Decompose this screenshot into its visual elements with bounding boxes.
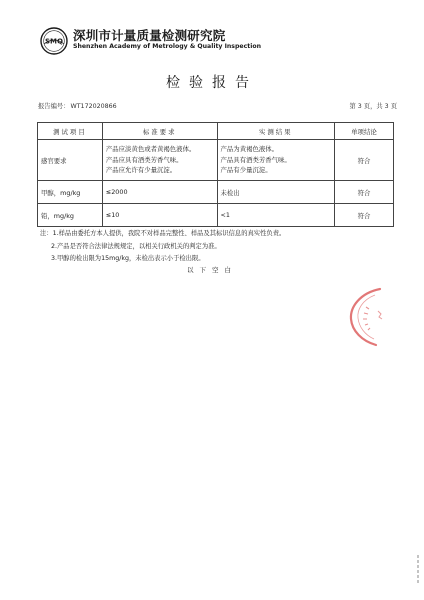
- table-row: [38, 204, 394, 227]
- cell-line: 产品为黄褐色液体。: [220, 145, 279, 154]
- logo-text: SMQ: [45, 37, 63, 46]
- cell-result: <1: [217, 204, 334, 227]
- page-number: 第 3 页，共 3 页: [349, 103, 397, 110]
- cell-line: 产品应允许有少量沉淀。: [105, 166, 177, 175]
- cell-line: 产品具有酒类芳香气味。: [220, 155, 291, 164]
- cell-conclusion: 符合: [334, 204, 393, 227]
- report-number-label: 报告编号：: [38, 103, 70, 110]
- org-name-en: Shenzhen Academy of Metrology & Quality Inspection: [73, 43, 262, 50]
- cell-conclusion: 符合: [334, 140, 393, 181]
- org-name-cn: 深圳市计量质量检测研究院: [73, 28, 226, 43]
- cell-line: 产品应具有酒类芳香气味。: [105, 155, 183, 164]
- cell-result: [217, 140, 334, 181]
- cell-item: 甲醇，mg/kg: [38, 181, 103, 204]
- results-table: [37, 122, 394, 227]
- cell-standard: [102, 140, 217, 181]
- report-title: 检验报告: [166, 75, 258, 91]
- header-result: 实测结果: [217, 123, 334, 140]
- note-line: 2.产品是否符合法律法规规定，以相关行政机关的判定为准。: [51, 242, 221, 250]
- report-number: [38, 101, 117, 110]
- header-test-item: 测试项目: [38, 123, 103, 140]
- page-edge-mark: [416, 555, 420, 585]
- cell-standard: ≤2000: [102, 181, 217, 204]
- note-line: 3.甲醇的检出限为15mg/kg，未检出表示小于检出限。: [51, 255, 205, 262]
- note-line: 注：1.样品由委托方本人提供，我院不对样品完整性、样品及其标识信息的真实性负责。: [40, 230, 286, 237]
- cell-line: 产品应淡黄色或者黄褐色液体。: [105, 145, 196, 154]
- notes: [40, 228, 400, 266]
- header-standard: 标准要求: [102, 123, 217, 140]
- institute-logo-icon: [40, 27, 68, 55]
- cell-item: 感官要求: [38, 140, 103, 181]
- table-row: [38, 140, 394, 181]
- cell-result: 未检出: [217, 181, 334, 204]
- cell-conclusion: 符合: [334, 181, 393, 204]
- cell-line: 产品有少量沉淀。: [220, 166, 272, 175]
- table-row: [38, 181, 394, 204]
- blank-below-text: 以下空白: [187, 266, 237, 274]
- report-number-value: WT172020866: [70, 103, 117, 110]
- table-header-row: [38, 123, 394, 140]
- cell-item: 铅，mg/kg: [38, 204, 103, 227]
- header-conclusion: 单项结论: [334, 123, 393, 140]
- cell-standard: ≤10: [102, 204, 217, 227]
- red-seal-stamp-icon: [342, 285, 386, 349]
